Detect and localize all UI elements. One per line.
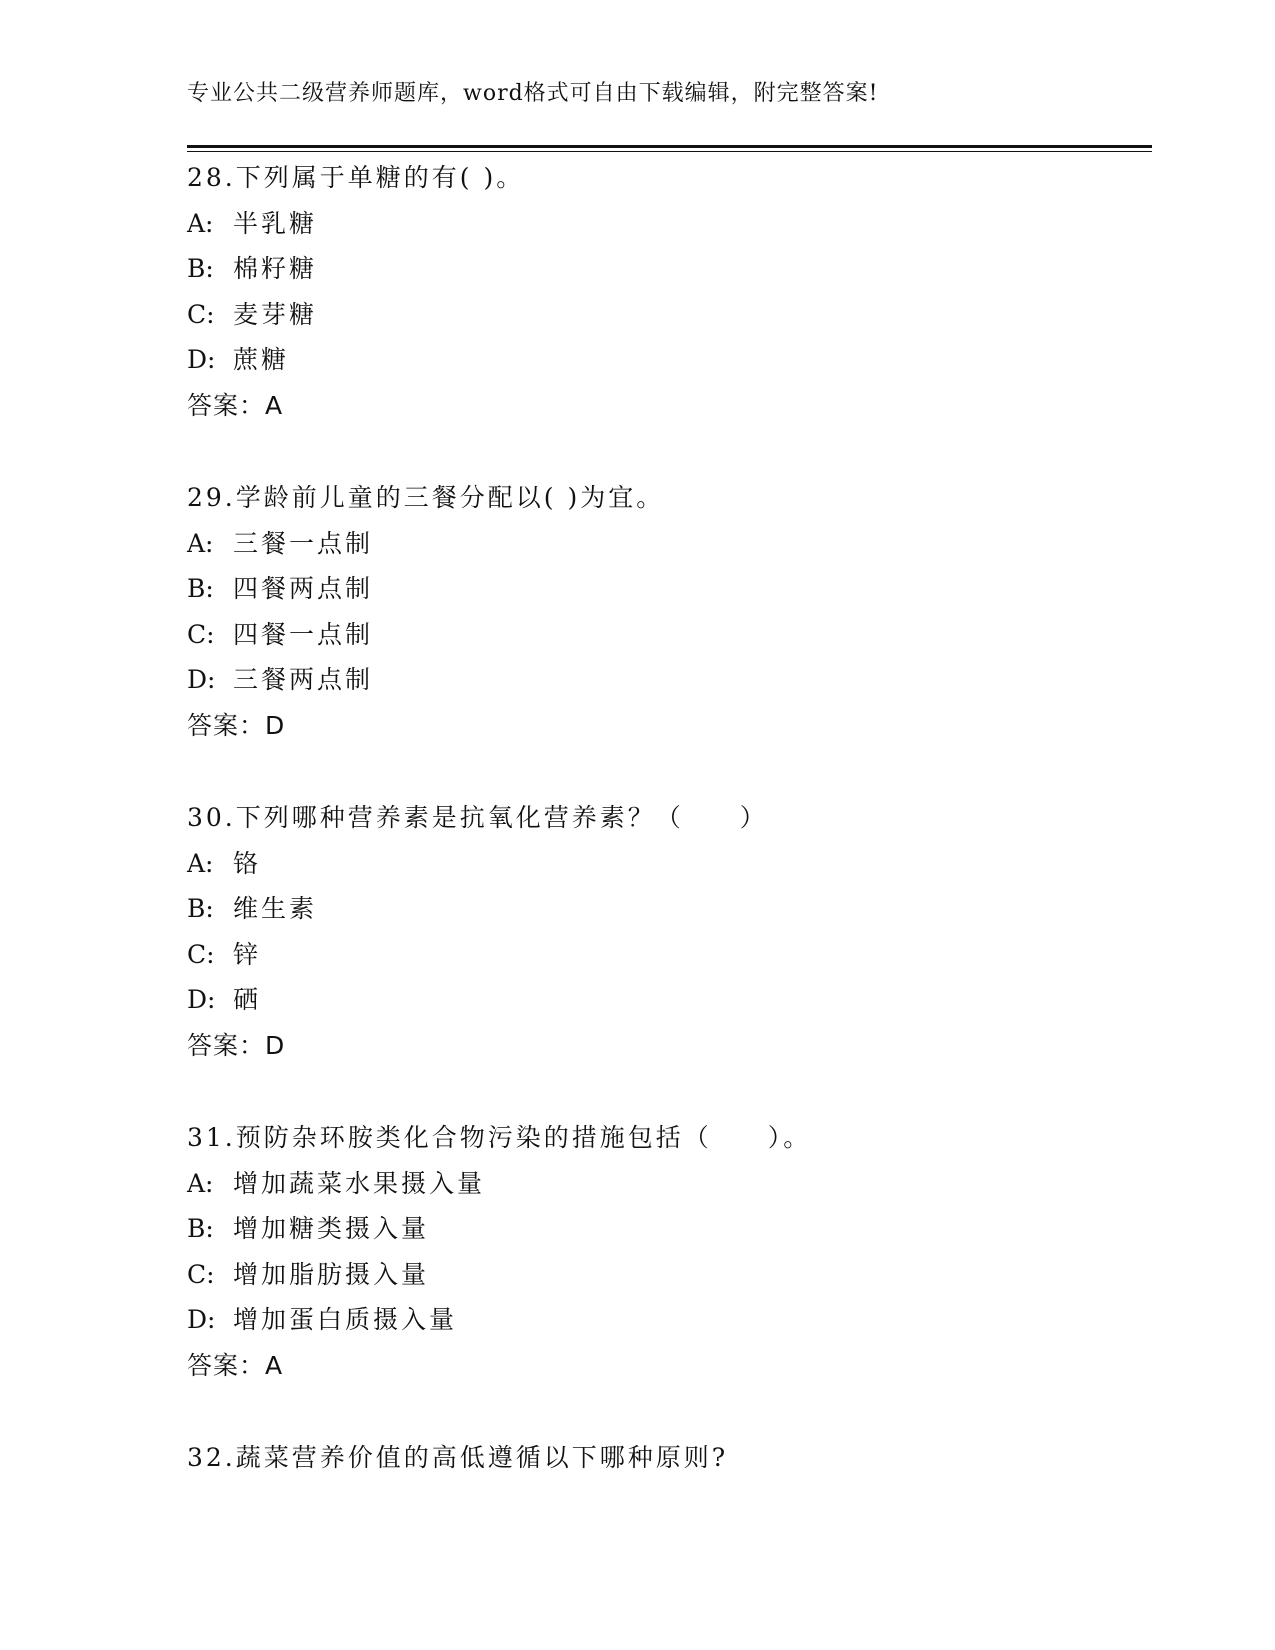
option-key: C: xyxy=(187,1259,215,1289)
question-28 xyxy=(187,155,1152,428)
option-d xyxy=(187,337,1152,383)
option-b xyxy=(187,1206,1152,1252)
question-stem: 32.蔬菜营养价值的高低遵循以下哪种原则? xyxy=(187,1443,729,1472)
option-d xyxy=(187,977,1152,1023)
option-key: B: xyxy=(187,894,214,923)
question-stem: 29.学龄前儿童的三餐分配以( )为宜。 xyxy=(187,483,665,512)
option-c xyxy=(187,612,1152,658)
option-text: 麦芽糖 xyxy=(233,299,318,329)
option-key: B: xyxy=(187,1214,214,1243)
option-text: 增加蔬菜水果摄入量 xyxy=(233,1168,486,1198)
option-text: 硒 xyxy=(233,985,262,1014)
question-stem: 30.下列哪种营养素是抗氧化营养素？（ ） xyxy=(187,803,768,832)
option-text: 三餐两点制 xyxy=(233,665,374,694)
option-key: C: xyxy=(187,299,215,329)
option-a xyxy=(187,521,1152,567)
option-key: A: xyxy=(187,848,214,878)
option-text: 增加蛋白质摄入量 xyxy=(233,1305,458,1334)
header-divider-thick xyxy=(187,145,1152,148)
option-a xyxy=(187,841,1152,887)
option-text: 锌 xyxy=(233,939,262,969)
option-a xyxy=(187,201,1152,247)
question-30 xyxy=(187,795,1152,1068)
question-32 xyxy=(187,1435,1152,1481)
page-header: 专业公共二级营养师题库，word格式可自由下载编辑，附完整答案! xyxy=(187,81,879,106)
option-key: A: xyxy=(187,208,214,238)
option-key: B: xyxy=(187,254,214,283)
answer-line: 答案：A xyxy=(187,1350,284,1380)
option-text: 铬 xyxy=(233,848,262,878)
option-key: D: xyxy=(187,1305,216,1334)
option-key: B: xyxy=(187,574,214,603)
option-d xyxy=(187,657,1152,703)
option-text: 增加糖类摄入量 xyxy=(233,1214,430,1243)
option-key: D: xyxy=(187,345,216,374)
option-text: 蔗糖 xyxy=(233,345,290,374)
question-31 xyxy=(187,1115,1152,1388)
option-text: 四餐两点制 xyxy=(233,574,374,603)
option-text: 棉籽糖 xyxy=(233,254,318,283)
option-key: A: xyxy=(187,1168,214,1198)
option-b xyxy=(187,566,1152,612)
option-a xyxy=(187,1161,1152,1207)
answer-line: 答案：A xyxy=(187,390,284,420)
option-key: D: xyxy=(187,985,216,1014)
option-text: 增加脂肪摄入量 xyxy=(233,1259,430,1289)
question-29 xyxy=(187,475,1152,748)
header-divider-thin xyxy=(187,151,1152,152)
question-stem: 31.预防杂环胺类化合物污染的措施包括（ ）。 xyxy=(187,1123,812,1152)
option-c xyxy=(187,1252,1152,1298)
option-text: 维生素 xyxy=(233,894,318,923)
option-d xyxy=(187,1297,1152,1343)
answer-line: 答案：D xyxy=(187,1030,286,1060)
question-stem: 28.下列属于单糖的有( )。 xyxy=(187,163,525,192)
option-c xyxy=(187,932,1152,978)
answer-line: 答案：D xyxy=(187,710,286,740)
option-key: C: xyxy=(187,619,215,649)
option-b xyxy=(187,886,1152,932)
option-key: C: xyxy=(187,939,215,969)
option-c xyxy=(187,292,1152,338)
option-text: 三餐一点制 xyxy=(233,528,374,558)
option-text: 半乳糖 xyxy=(233,208,318,238)
option-key: D: xyxy=(187,665,216,694)
option-key: A: xyxy=(187,528,214,558)
option-b xyxy=(187,246,1152,292)
option-text: 四餐一点制 xyxy=(233,619,374,649)
